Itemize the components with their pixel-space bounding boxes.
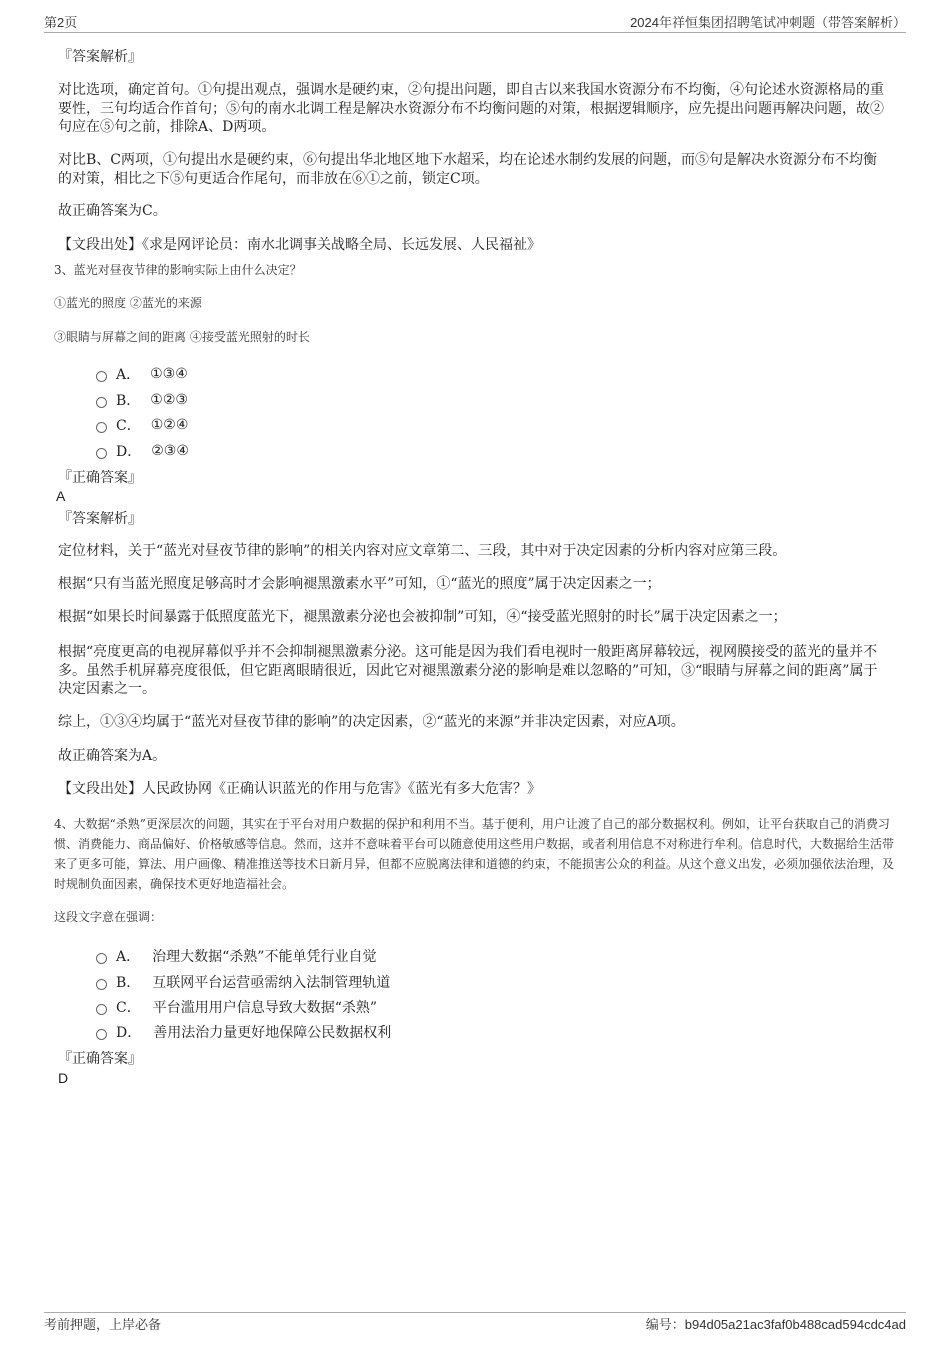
correct-answer: D bbox=[58, 1070, 69, 1086]
document-id: 编号：b94d05a21ac3faf0b488cad594cdc4ad bbox=[645, 1317, 906, 1332]
radio-icon[interactable] bbox=[96, 1029, 107, 1040]
option-d[interactable] bbox=[96, 1022, 391, 1042]
correct-answer-label: 『正确答案』 bbox=[58, 470, 142, 486]
analysis-label: 『答案解析』 bbox=[58, 49, 142, 65]
radio-icon[interactable] bbox=[96, 953, 107, 964]
option-a[interactable] bbox=[96, 364, 188, 384]
footer-divider bbox=[44, 1312, 906, 1313]
option-letter: C． bbox=[116, 418, 141, 434]
option-c[interactable] bbox=[96, 415, 188, 435]
option-text: ②③④ bbox=[151, 443, 189, 459]
option-text: 治理大数据“杀熟”不能单凭行业自觉 bbox=[152, 949, 377, 965]
radio-icon[interactable] bbox=[96, 397, 107, 408]
analysis-paragraph: 对比选项，确定首句。①句提出观点，强调水是硬约束，②句提出问题，即自古以来我国水资源分布不均衡，④句论述水资源格局的重要性，三句均适合作首句；⑤句的南水北调工程是解决水资源分布不均衡问题的对策，根据逻辑顺序，应先提出问题再解决问题，故②句应在⑤句之前，排除A、D两项。 bbox=[58, 82, 884, 135]
correct-answer-label: 『正确答案』 bbox=[58, 1051, 142, 1067]
radio-icon[interactable] bbox=[96, 371, 107, 382]
option-text: ①②③ bbox=[150, 392, 188, 408]
analysis-label: 『答案解析』 bbox=[58, 511, 142, 527]
question-3-text: 3、蓝光对昼夜节律的影响实际上由什么决定？ bbox=[54, 263, 302, 277]
radio-icon[interactable] bbox=[96, 979, 107, 990]
analysis-paragraph: 根据“只有当蓝光照度足够高时才会影响褪黑激素水平”可知，①“蓝光的照度”属于决定因素之一； bbox=[58, 576, 661, 592]
option-text: 互联网平台运营亟需纳入法制管理轨道 bbox=[152, 975, 391, 991]
analysis-paragraph: 根据“如果长时间暴露于低照度蓝光下，褪黑激素分泌也会被抑制”可知，④“接受蓝光照射的时长”属于决定因素之一； bbox=[58, 609, 787, 625]
footer-slogan: 考前押题，上岸必备 bbox=[44, 1317, 162, 1332]
option-letter: A． bbox=[116, 367, 141, 383]
radio-icon[interactable] bbox=[96, 422, 107, 433]
radio-icon[interactable] bbox=[96, 448, 107, 459]
option-a[interactable] bbox=[96, 946, 376, 966]
source-citation: 【文段出处】《求是网评论员：南水北调事关战略全局、长远发展、人民福祉》 bbox=[58, 237, 541, 253]
source-citation: 【文段出处】人民政协网《正确认识蓝光的作用与危害》《蓝光有多大危害？》 bbox=[58, 781, 541, 797]
analysis-paragraph: 根据“亮度更高的电视屏幕似乎并不会抑制褪黑激素分泌。这可能是因为我们看电视时一般距离屏幕较远，视网膜接受的蓝光的量并不多。虽然手机屏幕亮度很低，但它距离眼睛很近，因此它对褪黑激素分泌的影响是难以忽略的”可知，③“眼睛与屏幕之间的距离”属于决定因素之一。 bbox=[58, 644, 878, 697]
document-title: 2024年祥恒集团招聘笔试冲刺题（带答案解析） bbox=[630, 15, 906, 30]
option-letter: D． bbox=[116, 444, 142, 460]
option-letter: B． bbox=[116, 393, 141, 409]
question-4-text: 4、大数据“杀熟”更深层次的问题，其实在于平台对用户数据的保护和利用不当。基于便利，用户让渡了自己的部分数据权利。例如，让平台获取自己的消费习惯、消费能力、商品偏好、价格敏感等信息。然而，这并不意味着平台可以随意使用这些用户数据，或者利用信息不对称进行牟利。信息时代，大数据给生活带来了更多可能，算法、用户画像、精准推送等技术日新月异，但都不应脱离法律和道德的约束，不能损害公众的利益。从这个意义出发，必须加强依法治理，及时规制负面因素，确保技术更好地造福社会。 bbox=[54, 817, 895, 891]
statement-line: ①蓝光的照度 ②蓝光的来源 bbox=[54, 296, 202, 310]
option-text: ①③④ bbox=[150, 366, 188, 382]
statement-line: ③眼睛与屏幕之间的距离 ④接受蓝光照射的时长 bbox=[54, 330, 310, 344]
option-b[interactable] bbox=[96, 972, 390, 992]
option-letter: C． bbox=[116, 1000, 141, 1016]
answer-statement: 故正确答案为C。 bbox=[58, 203, 167, 219]
page-number: 第2页 bbox=[44, 15, 78, 30]
option-d[interactable] bbox=[96, 441, 189, 461]
radio-icon[interactable] bbox=[96, 1004, 107, 1015]
option-letter: D． bbox=[116, 1025, 142, 1041]
option-b[interactable] bbox=[96, 390, 188, 410]
option-letter: A． bbox=[116, 949, 141, 965]
analysis-paragraph: 定位材料，关于“蓝光对昼夜节律的影响”的相关内容对应文章第二、三段，其中对于决定因素的分析内容对应第三段。 bbox=[58, 543, 787, 559]
answer-statement: 故正确答案为A。 bbox=[58, 748, 167, 764]
option-text: 善用法治力量更好地保障公民数据权利 bbox=[153, 1025, 392, 1041]
option-text: 平台滥用用户信息导致大数据“杀熟” bbox=[152, 1000, 378, 1016]
option-text: ①②④ bbox=[150, 417, 189, 433]
analysis-paragraph: 综上，①③④均属于“蓝光对昼夜节律的影响”的决定因素，②“蓝光的来源”并非决定因素，对应A项。 bbox=[58, 714, 685, 730]
analysis-paragraph: 对比B、C两项，①句提出水是硬约束，⑥句提出华北地区地下水超采，均在论述水制约发展的问题，而⑤句是解决水资源分布不均衡的对策，相比之下⑤句更适合作尾句，而非放在⑥①之前，锁定C项。 bbox=[58, 152, 877, 187]
option-c[interactable] bbox=[96, 997, 377, 1017]
header-divider bbox=[44, 32, 906, 33]
question-prompt: 这段文字意在强调： bbox=[54, 910, 163, 924]
option-letter: B． bbox=[116, 975, 141, 991]
correct-answer: A bbox=[56, 488, 66, 504]
